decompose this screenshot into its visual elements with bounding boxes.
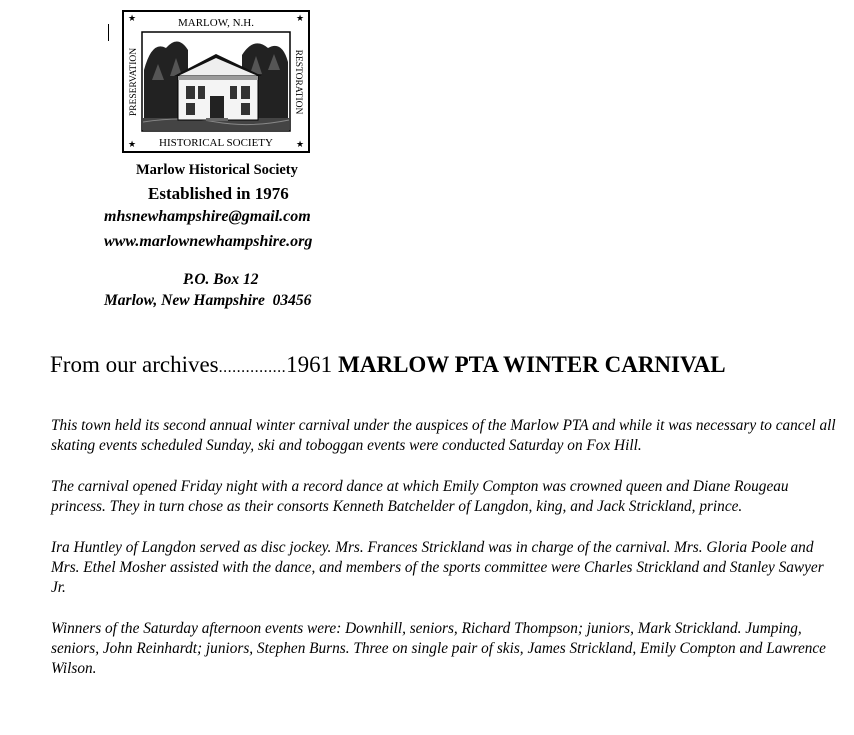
established-line: Established in 1976 [148,184,289,203]
historical-society-logo [122,10,310,153]
meetinghouse-icon [143,41,289,130]
website-address: www.marlownewhampshire.org [104,233,313,250]
logo-right-text: RESTORATION [293,49,303,115]
headline-year: 1961 [286,352,333,377]
star-icon: ★ [127,140,137,150]
headline-title: MARLOW PTA WINTER CARNIVAL [338,352,726,377]
article-paragraph: This town held its second annual winter carnival under the auspices of the Marlow PTA and while it was necessary to cancel all skating events scheduled Sunday, ski and toboggan events were conducted Saturday on Fox Hill. [51,417,836,454]
logo-top-text: MARLOW, N.H. [178,17,254,29]
star-icon: ★ [295,140,305,150]
organization-name: Marlow Historical Society [136,162,298,178]
star-icon: ★ [127,14,137,24]
text-cursor [108,24,109,41]
po-box: P.O. Box 12 [183,271,259,288]
article-paragraph: Winners of the Saturday afternoon events were: Downhill, seniors, Richard Thompson; juniors, Mark Strickland. Jumping, seniors, John Reinhardt; juniors, Stephen Burns. Three on single pair of skis, James Strickland, Emily Compton and Lawrence Wilson. [51,620,826,677]
city-address: Marlow, New Hampshire 03456 [104,292,312,309]
email-address: mhsnewhampshire@gmail.com [104,208,311,225]
article-paragraph: Ira Huntley of Langdon served as disc jockey. Mrs. Frances Strickland was in charge of the carnival. Mrs. Gloria Poole and Mrs. Ethel Mosher assisted with the dance, and members of the sports committee were Charles Strickland and Stanley Sawyer Jr. [51,539,824,596]
star-icon: ★ [295,14,305,24]
logo-bottom-text: HISTORICAL SOCIETY [159,137,273,149]
article-paragraph: The carnival opened Friday night with a record dance at which Emily Compton was crowned queen and Diane Rougeau princess. They in turn chose as their consorts Kenneth Batchelder of Langdon, king, and Jack Strickland, prince. [51,478,789,515]
article-body [51,416,841,700]
logo-left-text: PRESERVATION [129,47,139,117]
headline-dots: ............... [218,359,287,376]
headline-prefix: From our archives [50,352,219,377]
article-headline [50,352,726,378]
